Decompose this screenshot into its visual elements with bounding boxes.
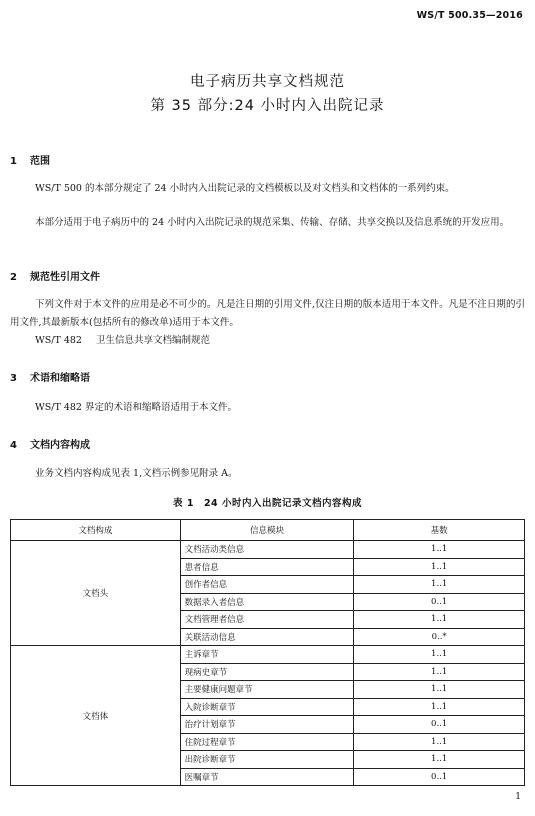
document-title: 电子病历共享文档规范 [190, 74, 345, 90]
document-subtitle: 第 35 部分:24 小时内入出院记录 [150, 98, 385, 114]
module-cell: 医嘱章节 [180, 768, 354, 786]
table-row [11, 646, 525, 664]
content-structure-table [10, 519, 525, 786]
cardinality-cell: 0..1 [354, 716, 525, 734]
table-caption-label: 表 1 [173, 498, 194, 509]
cardinality-cell: 1..1 [354, 541, 525, 559]
module-cell: 文档活动类信息 [180, 541, 354, 559]
cardinality-cell: 1..1 [354, 646, 525, 664]
reference-title: 卫生信息共享文档编制规范 [95, 335, 210, 346]
page-number: 1 [515, 792, 521, 802]
cardinality-cell: 1..1 [354, 751, 525, 769]
section-title: 规范性引用文件 [30, 272, 100, 283]
module-cell: 患者信息 [180, 558, 354, 576]
normative-reference [35, 332, 210, 346]
cardinality-cell: 0..1 [354, 593, 525, 611]
section-number: 4 [10, 440, 17, 451]
column-header: 基数 [354, 520, 525, 541]
group-cell: 文档体 [11, 646, 181, 786]
section-3-heading [10, 369, 90, 384]
section-4-paragraph-1: 业务文档内容构成见表 1,文档示例参见附录 A。 [35, 468, 238, 479]
reference-code: WS/T 482 [35, 335, 82, 346]
column-header: 信息模块 [180, 520, 354, 541]
cardinality-cell: 1..1 [354, 611, 525, 629]
module-cell: 文档管理者信息 [180, 611, 354, 629]
table-header-row [11, 520, 525, 541]
cardinality-cell: 1..1 [354, 576, 525, 594]
section-number: 1 [10, 156, 17, 167]
standard-code-header: WS/T 500.35—2016 [416, 10, 523, 21]
section-title: 范围 [30, 156, 50, 167]
section-number: 2 [10, 272, 17, 283]
cardinality-cell: 0..1 [354, 768, 525, 786]
module-cell: 创作者信息 [180, 576, 354, 594]
cardinality-cell: 1..1 [354, 558, 525, 576]
section-4-heading [10, 436, 90, 451]
table-caption-title: 24 小时内入出院记录文档内容构成 [203, 498, 362, 509]
module-cell: 主要健康问题章节 [180, 681, 354, 699]
cardinality-cell: 1..1 [354, 663, 525, 681]
table-row [11, 541, 525, 559]
module-cell: 治疗计划章节 [180, 716, 354, 734]
module-cell: 数据录入者信息 [180, 593, 354, 611]
group-cell: 文档头 [11, 541, 181, 646]
cardinality-cell: 1..1 [354, 733, 525, 751]
cardinality-cell: 1..1 [354, 698, 525, 716]
cardinality-cell: 0..* [354, 628, 525, 646]
cardinality-cell: 1..1 [354, 681, 525, 699]
module-cell: 主诉章节 [180, 646, 354, 664]
module-cell: 住院过程章节 [180, 733, 354, 751]
section-1-heading [10, 152, 50, 167]
section-title: 文档内容构成 [30, 440, 90, 451]
module-cell: 出院诊断章节 [180, 751, 354, 769]
section-2-heading [10, 268, 100, 283]
section-1-paragraph-1: WS/T 500 的本部分规定了 24 小时内入出院记录的文档模板以及对文档头和文档体的一系列约束。 [35, 183, 455, 194]
section-2-paragraph-1: 下列文件对于本文件的应用是必不可少的。凡是注日期的引用文件,仅注日期的版本适用于本文件。凡是不注日期的引用文件,其最新版本(包括所有的修改单)适用于本文件。 [10, 299, 525, 328]
table-caption [0, 495, 535, 509]
section-1-paragraph-2: 本部分适用于电子病历中的 24 小时内入出院记录的规范采集、传输、存储、共享交换以及信息系统的开发应用。 [35, 217, 510, 228]
section-3-paragraph-1: WS/T 482 界定的术语和缩略语适用于本文件。 [35, 402, 237, 413]
module-cell: 入院诊断章节 [180, 698, 354, 716]
section-title: 术语和缩略语 [30, 373, 90, 384]
section-number: 3 [10, 373, 17, 384]
column-header: 文档构成 [11, 520, 181, 541]
module-cell: 现病史章节 [180, 663, 354, 681]
module-cell: 关联活动信息 [180, 628, 354, 646]
